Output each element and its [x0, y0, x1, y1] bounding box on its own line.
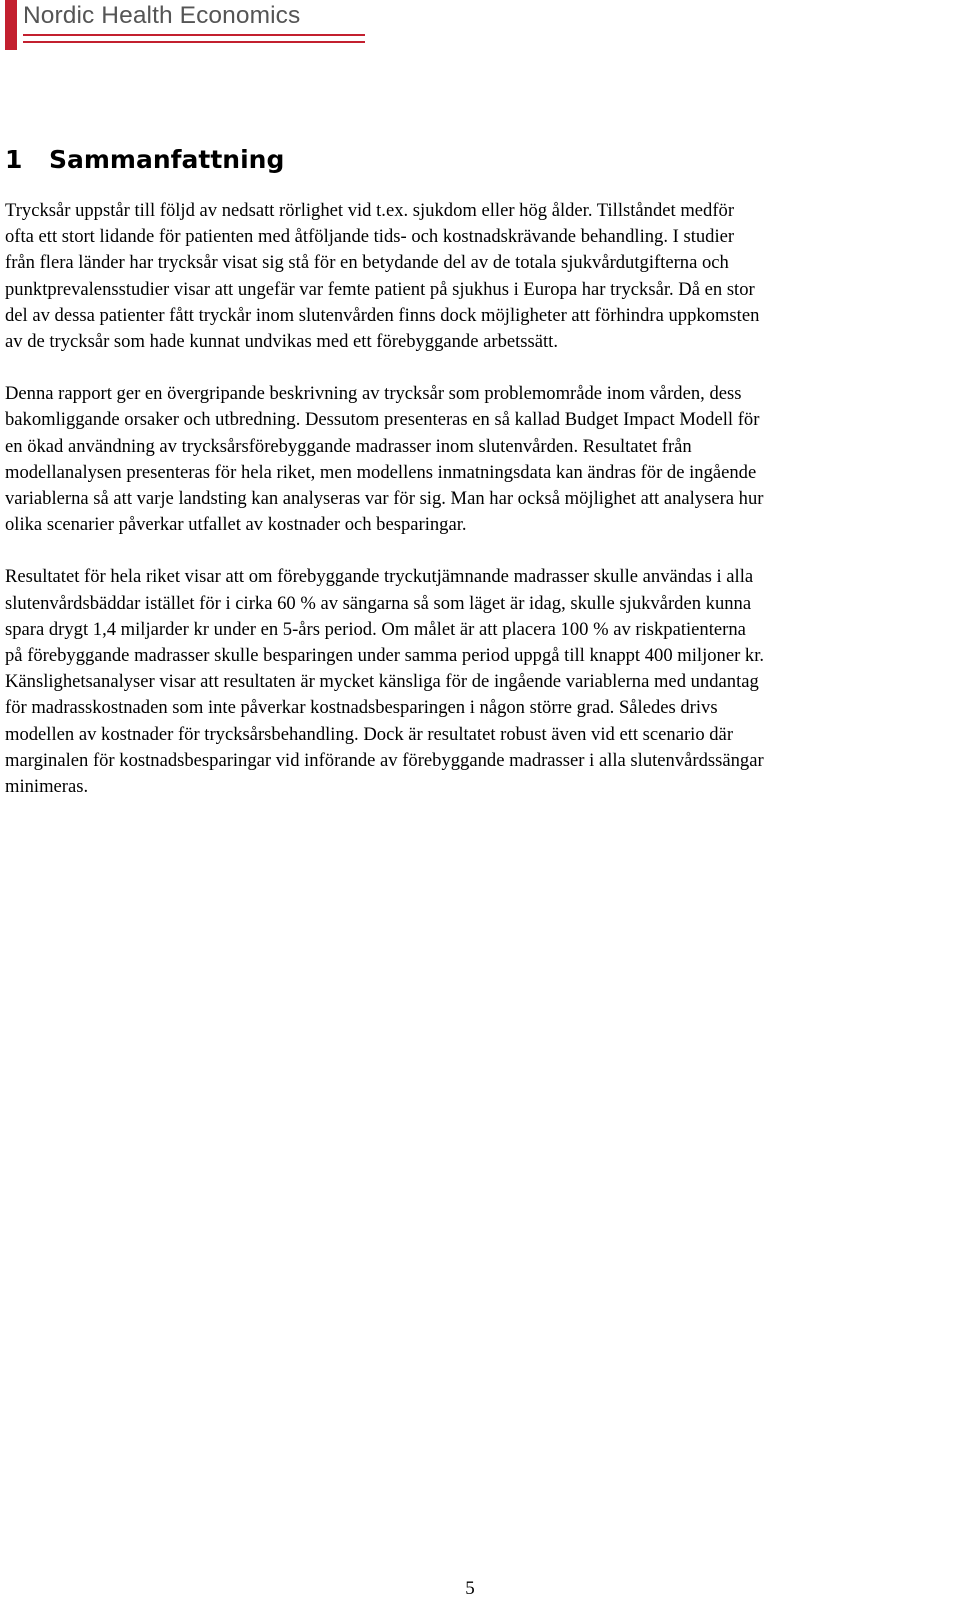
paragraph-line: spara drygt 1,4 miljarder kr under en 5-års period. Om målet är att placera 100 % av riskpatienterna [5, 618, 746, 640]
paragraph-line: marginalen för kostnadsbesparingar vid införande av förebyggande madrasser i alla slutenvårdssängar [5, 749, 764, 771]
paragraph-line: modellanalysen presenteras för hela riket, men modellens inmatningsdata kan ändras för de ingående [5, 461, 757, 483]
paragraph-line: på förebyggande madrasser skulle besparingen under samma period uppgå till knappt 400 miljoner kr. [5, 645, 765, 667]
paragraph-line: modellen av kostnader för trycksårsbehandling. Dock är resultatet robust även vid ett scenario där [5, 723, 734, 745]
paragraph-line: slutenvårdsbäddar istället för i cirka 60 % av sängarna så som läget är idag, skulle sjukvården kunna [5, 592, 752, 614]
logo-text: Nordic Health Economics [23, 2, 301, 29]
paragraph-line: för madrasskostnaden som inte påverkar kostnadsbesparingen i någon större grad. Således drivs [5, 697, 718, 719]
logo-accent-bar [5, 0, 17, 50]
page-number: 5 [465, 1578, 475, 1599]
paragraph-line: från flera länder har trycksår visat sig stå för en betydande del av de totala sjukvårdutgifterna och [5, 252, 729, 274]
logo-underline-bottom [23, 41, 365, 43]
paragraph-line: Denna rapport ger en övergripande beskrivning av trycksår som problemområde inom vården, dess [5, 383, 742, 405]
logo-underline-top [23, 34, 365, 36]
section-heading [5, 143, 284, 177]
paragraph-2 [5, 381, 950, 538]
section-number: 1 [5, 145, 23, 174]
paragraph-line: av de trycksår som hade kunnat undvikas med ett förebyggande arbetssätt. [5, 331, 558, 353]
document-body [5, 198, 950, 826]
paragraph-line: ofta ett stort lidande för patienten med åtföljande tids- och kostnadskrävande behandling. I studier [5, 226, 735, 248]
nordic-health-economics-logo [5, 0, 365, 50]
section-title: Sammanfattning [49, 145, 285, 174]
paragraph-line: del av dessa patienter fått tryckår inom slutenvården finns dock möjligheter att förhindra uppkomsten [5, 304, 760, 326]
paragraph-line: bakomliggande orsaker och utbredning. Dessutom presenteras en så kallad Budget Impact Modell för [5, 409, 760, 431]
paragraph-line: punktprevalensstudier visar att ungefär var femte patient på sjukhus i Europa har trycksår. Då en stor [5, 278, 755, 300]
paragraph-3 [5, 564, 950, 800]
paragraph-line: en ökad användning av trycksårsförebyggande madrasser inom slutenvården. Resultatet från [5, 435, 692, 457]
paragraph-line: minimeras. [5, 776, 89, 798]
paragraph-line: Känslighetsanalyser visar att resultaten är mycket känsliga för de ingående variablerna med undantag [5, 671, 759, 693]
paragraph-line: olika scenarier påverkar utfallet av kostnader och besparingar. [5, 514, 467, 536]
paragraph-line: Trycksår uppstår till följd av nedsatt rörlighet vid t.ex. sjukdom eller hög ålder. Tillståndet medför [5, 200, 735, 221]
paragraph-line: Resultatet för hela riket visar att om förebyggande tryckutjämnande madrasser skulle användas i alla [5, 566, 754, 588]
paragraph-1 [5, 198, 950, 355]
paragraph-line: variablerna så att varje landsting kan analyseras var för sig. Man har också möjlighet att analysera hur [5, 488, 764, 510]
